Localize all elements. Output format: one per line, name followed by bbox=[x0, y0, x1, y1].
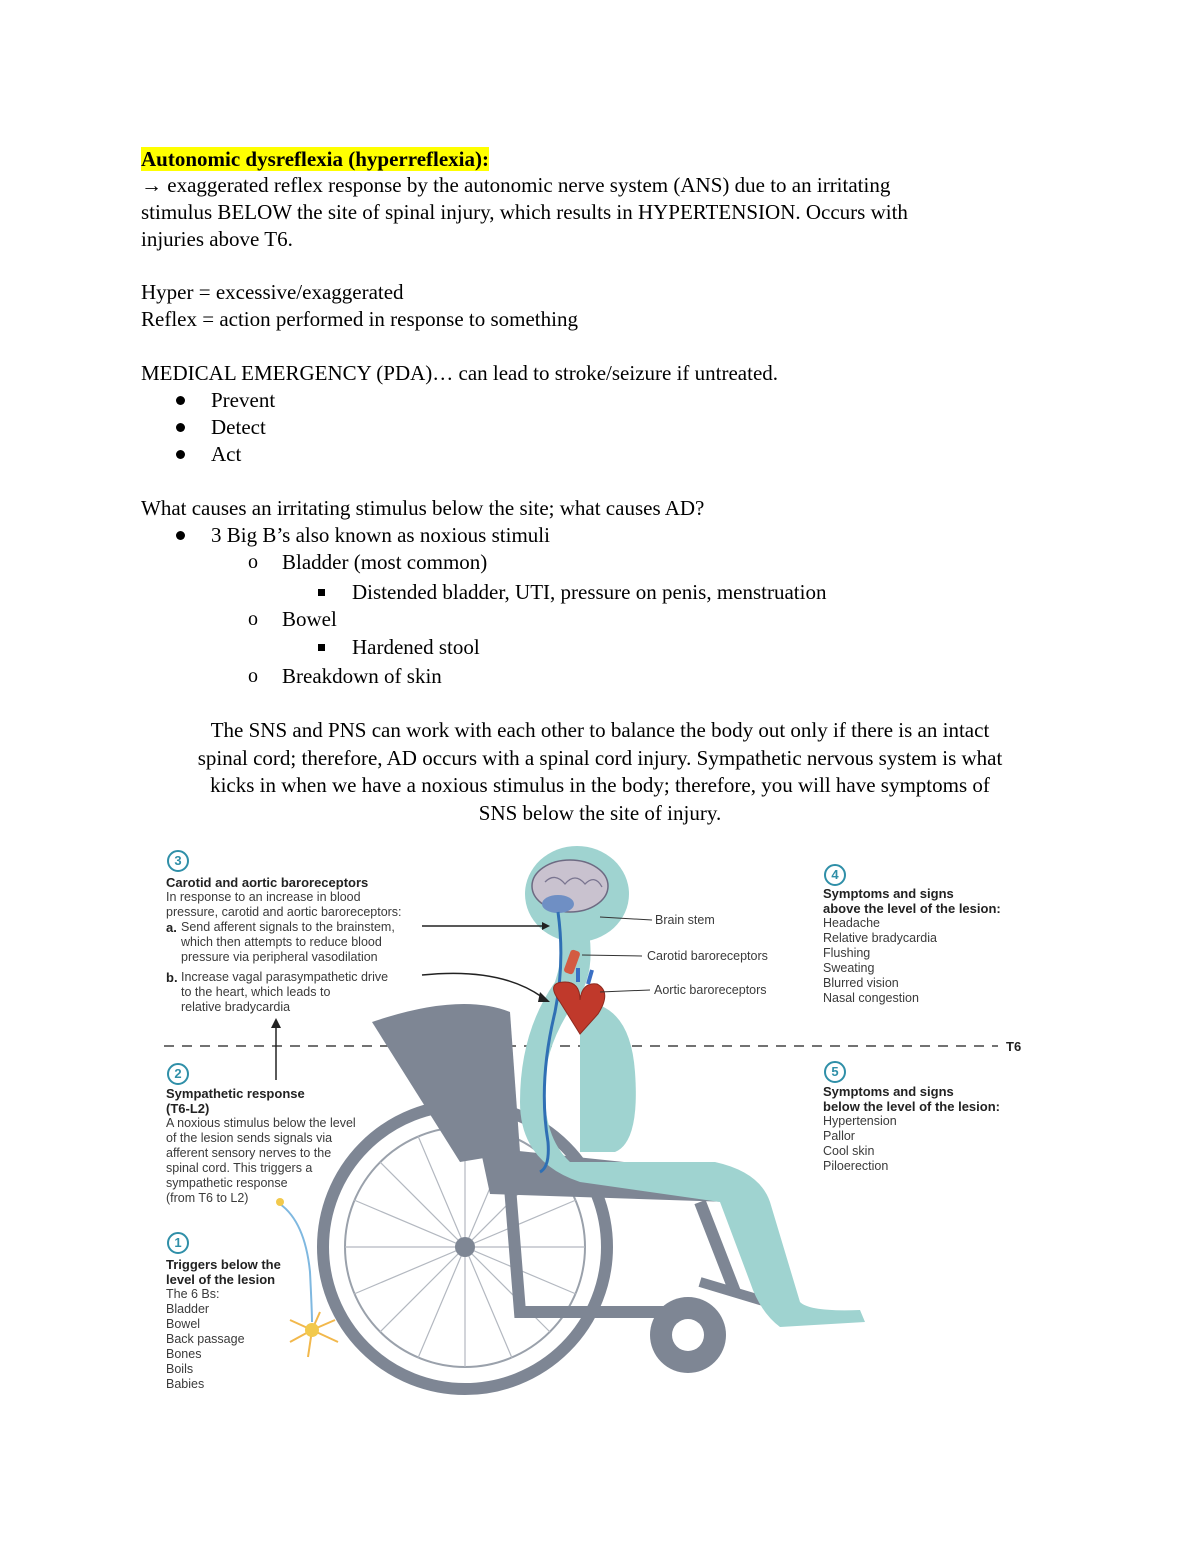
s1-item: Bowel bbox=[166, 1317, 201, 1331]
s5-item: Cool skin bbox=[823, 1144, 875, 1158]
s1-item: The 6 Bs: bbox=[166, 1287, 220, 1301]
s3-b-line: relative bradycardia bbox=[181, 1000, 291, 1014]
step-4-badge: 4 bbox=[824, 864, 846, 886]
bullet-icon bbox=[176, 396, 185, 405]
emergency-text: MEDICAL EMERGENCY (PDA)… can lead to stroke/seizure if untreated. bbox=[141, 361, 779, 385]
ad-diagram bbox=[160, 842, 1040, 1402]
circle-bullet-icon: o bbox=[248, 665, 258, 687]
definition-hyper: Hyper = excessive/exaggerated bbox=[141, 280, 404, 304]
s4-item: Headache bbox=[823, 916, 880, 930]
s3-b-line: to the heart, which leads to bbox=[181, 985, 331, 999]
s3-title: Carotid and aortic baroreceptors bbox=[166, 875, 369, 890]
s3-a-key: a. bbox=[166, 920, 177, 935]
s5-item: Pallor bbox=[823, 1129, 855, 1143]
s1-item: Bones bbox=[166, 1347, 202, 1361]
intro-line-1 bbox=[141, 172, 890, 199]
s2-line: (from T6 to L2) bbox=[166, 1191, 249, 1205]
list-item-label: Hardened stool bbox=[352, 635, 480, 659]
s1-item: Boils bbox=[166, 1362, 194, 1376]
s4-item: Flushing bbox=[823, 946, 871, 960]
definition-reflex: Reflex = action performed in response to something bbox=[141, 307, 578, 331]
label-aortic-baroreceptors: Aortic baroreceptors bbox=[654, 983, 767, 997]
bullet-icon bbox=[176, 423, 185, 432]
paragraph-line: kicks in when we have a noxious stimulus in the body; therefore, you will have symptoms of bbox=[210, 773, 990, 797]
s3-a-line: which then attempts to reduce blood bbox=[181, 935, 382, 949]
s4-item: Nasal congestion bbox=[823, 991, 919, 1005]
list-item-label: Breakdown of skin bbox=[282, 664, 442, 688]
intro-text-1: exaggerated reflex response by the autonomic nerve system (ANS) due to an irritating bbox=[167, 173, 891, 197]
label-brain-stem: Brain stem bbox=[655, 913, 715, 927]
s4-item: Relative bradycardia bbox=[823, 931, 937, 945]
s2-title: Sympathetic response bbox=[166, 1086, 305, 1101]
square-bullet-icon bbox=[318, 589, 325, 596]
s4-title: Symptoms and signs bbox=[823, 886, 954, 901]
s2-title: (T6-L2) bbox=[166, 1101, 210, 1116]
intro-text-3: injuries above T6. bbox=[141, 227, 293, 251]
list-item-label: Bladder (most common) bbox=[282, 550, 488, 574]
paragraph-line: SNS below the site of injury. bbox=[478, 800, 722, 825]
paragraph-line: spinal cord; therefore, AD occurs with a spinal cord injury. Sympathetic nervous system is what bbox=[197, 745, 1003, 770]
list-item-label: Detect bbox=[211, 415, 266, 439]
step-5-badge: 5 bbox=[824, 1061, 846, 1083]
paragraph-line: The SNS and PNS can work with each other to balance the body out only if there is an intact bbox=[210, 718, 990, 742]
step-2-badge: 2 bbox=[167, 1063, 189, 1085]
page-title: Autonomic dysreflexia (hyperreflexia): bbox=[141, 147, 489, 171]
s2-line: spinal cord. This triggers a bbox=[166, 1161, 313, 1175]
s4-title: above the level of the lesion: bbox=[823, 901, 1001, 916]
step-3-badge: 3 bbox=[167, 850, 189, 872]
s3-a-line: pressure via peripheral vasodilation bbox=[181, 950, 378, 964]
s3-line: pressure, carotid and aortic baroreceptors: bbox=[166, 905, 402, 919]
s3-a-line: Send afferent signals to the brainstem, bbox=[181, 920, 395, 934]
list-item-label: Bowel bbox=[282, 607, 337, 631]
s1-title: Triggers below the bbox=[166, 1257, 281, 1272]
s5-item: Hypertension bbox=[823, 1114, 897, 1128]
bullet-icon bbox=[176, 450, 185, 459]
circle-bullet-icon: o bbox=[248, 608, 258, 630]
s5-title: below the level of the lesion: bbox=[823, 1099, 1000, 1114]
step-1-badge: 1 bbox=[167, 1232, 189, 1254]
s1-item: Back passage bbox=[166, 1332, 245, 1346]
causes-question: What causes an irritating stimulus below the site; what causes AD? bbox=[141, 496, 705, 520]
s1-title: level of the lesion bbox=[166, 1272, 276, 1287]
explanation-paragraph bbox=[141, 717, 1059, 827]
s2-line: of the lesion sends signals via bbox=[166, 1131, 333, 1145]
s1-item: Bladder bbox=[166, 1302, 210, 1316]
s2-line: A noxious stimulus below the level bbox=[166, 1116, 356, 1130]
list-item-label: Act bbox=[211, 442, 242, 466]
s1-item: Babies bbox=[166, 1377, 205, 1391]
list-item-label: Prevent bbox=[211, 388, 276, 412]
s3-line: In response to an increase in blood bbox=[166, 890, 361, 904]
heading-line bbox=[141, 146, 489, 173]
list-item-label: Distended bladder, UTI, pressure on penis, menstruation bbox=[352, 580, 827, 604]
s3-b-line: Increase vagal parasympathetic drive bbox=[181, 970, 389, 984]
s4-item: Sweating bbox=[823, 961, 875, 975]
label-t6: T6 bbox=[1006, 1039, 1022, 1054]
bullet-icon bbox=[176, 531, 185, 540]
intro-text-2: stimulus BELOW the site of spinal injury, which results in HYPERTENSION. Occurs with bbox=[141, 200, 908, 224]
list-item-label: 3 Big B’s also known as noxious stimuli bbox=[211, 523, 550, 547]
s2-line: sympathetic response bbox=[166, 1176, 288, 1190]
s4-item: Blurred vision bbox=[823, 976, 899, 990]
s3-b-key: b. bbox=[166, 970, 178, 985]
s5-title: Symptoms and signs bbox=[823, 1084, 954, 1099]
label-carotid-baroreceptors: Carotid baroreceptors bbox=[647, 949, 768, 963]
arrow-icon: → bbox=[141, 173, 162, 197]
s5-item: Piloerection bbox=[823, 1159, 889, 1173]
circle-bullet-icon: o bbox=[248, 551, 258, 573]
square-bullet-icon bbox=[318, 644, 325, 651]
s2-line: afferent sensory nerves to the bbox=[166, 1146, 332, 1160]
